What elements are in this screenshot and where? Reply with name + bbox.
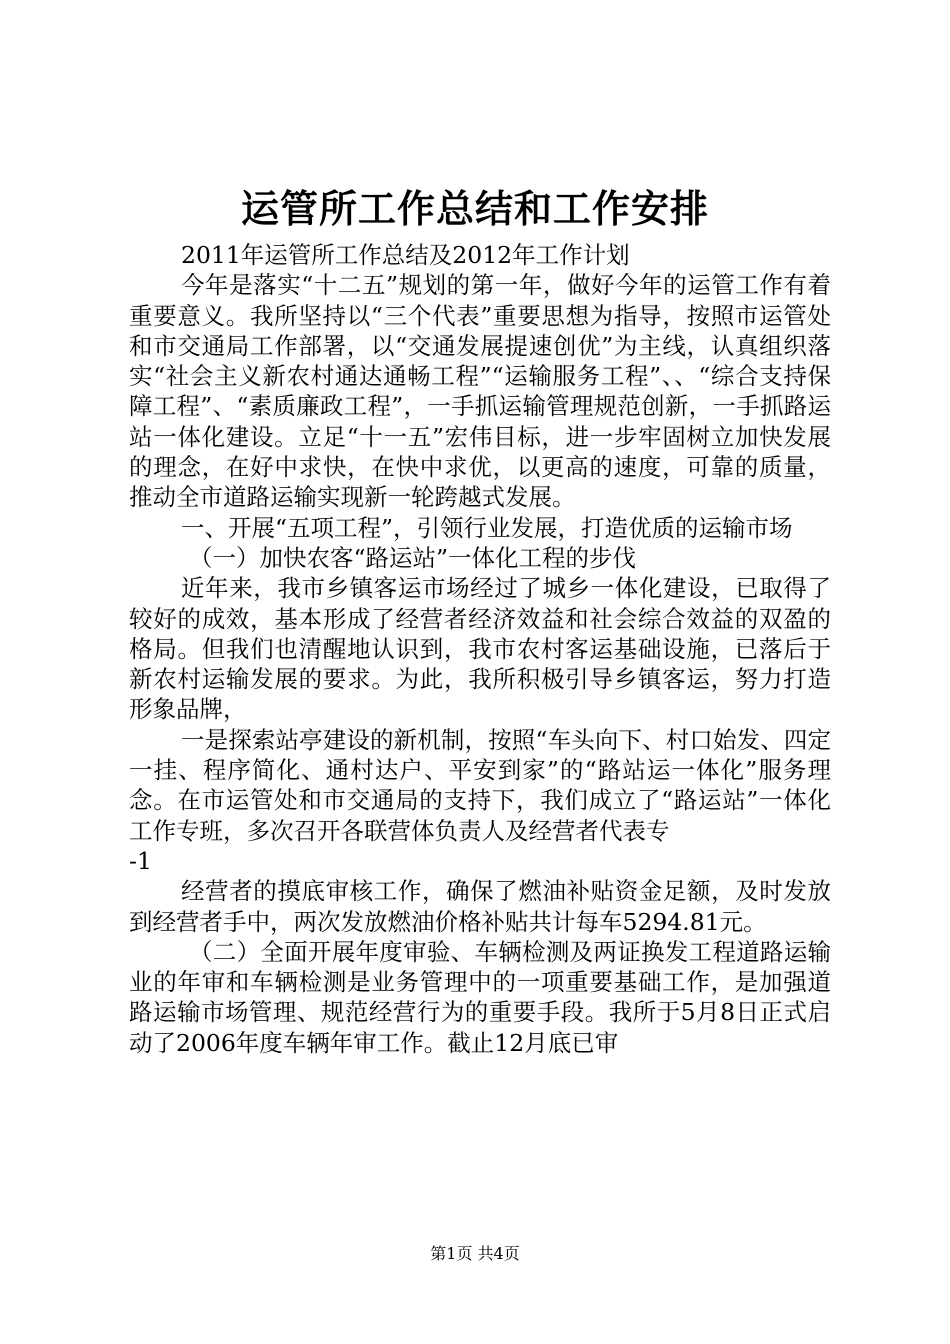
page-marker: -1 — [129, 846, 152, 875]
section-heading-1: 一、开展“五项工程”，引领行业发展，打造优质的运输市场 — [181, 513, 793, 542]
subsection-heading-1: （一）加快农客“路运站”一体化工程的步伐 — [189, 543, 637, 572]
document-body — [129, 240, 831, 1058]
intro-paragraph: 今年是落实“十二五”规划的第一年，做好今年的运管工作有着重要意义。我所坚持以“三个代表”重要思想为指导，按照市运管处和市交通局工作部署，以“交通发展提速创优”为主线，认真组织落实“社会主义新农村通达通畅工程”“运输服务工程”、、“综合支持保障工程”、“素质廉政工程”，一手抓运输管理规范创新，一手抓路运站一体化建设。立足“十一五”宏伟目标，进一步牢固树立加快发展的理念，在好中求快，在快中求优，以更高的速度，可靠的质量，推动全市道路运输实现新一轮跨越式发展。 — [129, 271, 831, 512]
body-paragraph: 经营者的摸底审核工作，确保了燃油补贴资金足额，及时发放到经营者手中，两次发放燃油价格补贴共计每车5294.81元。 — [129, 877, 831, 936]
subsection-heading-2: （二）全面开展年度审验、车辆检测及两证换发工程道路运输业的年审和车辆检测是业务管理中的一项重要基础工作，是加强道路运输市场管理、规范经营行为的重要手段。我所于5月8日正式启动了2006年度车辆年审工作。截止12月底已审 — [129, 937, 831, 1057]
document-title: 运管所工作总结和工作安排 — [240, 186, 709, 231]
body-paragraph: 一是探索站亭建设的新机制，按照“车头向下、村口始发、四定一挂、程序简化、通村达户、平安到家”的“路站运一体化”服务理念。在市运管处和市交通局的支持下，我们成立了“路运站”一体化工作专班，多次召开各联营体负责人及经营者代表专 — [129, 725, 831, 845]
subtitle-paragraph: 2011年运管所工作总结及2012年工作计划 — [181, 241, 630, 269]
body-paragraph: 近年来，我市乡镇客运市场经过了城乡一体化建设，已取得了较好的成效，基本形成了经营者经济效益和社会综合效益的双盈的格局。但我们也清醒地认识到，我市农村客运基础设施，已落后于新农村运输发展的要求。为此，我所积极引导乡镇客运，努力打造形象品牌， — [129, 574, 831, 724]
page-footer: 第1页 共4页 — [430, 1244, 520, 1263]
